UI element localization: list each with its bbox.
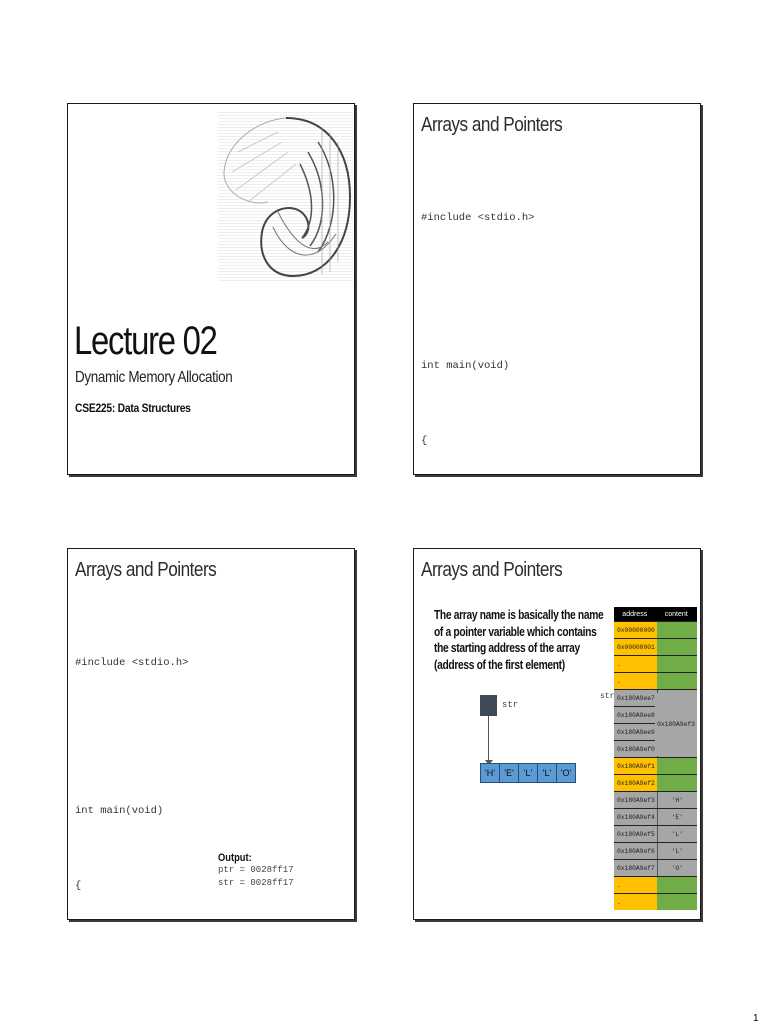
- explanation-line: The array name is basically the name: [434, 608, 604, 622]
- memory-address: .: [614, 673, 657, 689]
- header-address: address: [622, 610, 648, 618]
- table-row: [614, 621, 697, 638]
- memory-content: [657, 894, 697, 910]
- table-row: [614, 672, 697, 689]
- memory-address: 0x180A9ef7: [614, 860, 658, 876]
- explanation-line: (address of the first element): [434, 657, 565, 672]
- memory-content: 'L': [658, 843, 698, 859]
- memory-address: 0x180A9ef2: [614, 775, 657, 791]
- memory-address: 0x180A9ee7: [614, 690, 658, 706]
- code-line: [75, 725, 352, 750]
- memory-content: [657, 877, 697, 893]
- code-line: [421, 280, 698, 305]
- array-cell: 'L': [519, 764, 538, 782]
- lecture-subtitle: Dynamic Memory Allocation: [75, 369, 233, 386]
- table-row: [614, 893, 697, 910]
- code-line: {: [75, 879, 82, 892]
- memory-address: .: [614, 656, 657, 672]
- memory-content: 'H': [658, 792, 698, 808]
- memory-content: [657, 656, 697, 672]
- explanation-text: [434, 607, 614, 673]
- memory-address: 0x180A9ee9: [614, 724, 658, 740]
- slide-arrays-pointers-memory: [413, 548, 701, 920]
- table-row: [614, 638, 697, 655]
- slide-title-page: [67, 103, 355, 475]
- memory-content: [657, 775, 697, 791]
- code-line: {: [421, 434, 428, 447]
- memory-address: 0x180A9ef6: [614, 843, 658, 859]
- output-line: ptr = 0028ff17: [218, 865, 294, 875]
- array-cell: 'H': [481, 764, 500, 782]
- table-row: [614, 859, 697, 876]
- str-pointer-value: 0x180A9ef3: [655, 693, 697, 756]
- memory-content: [657, 622, 697, 638]
- slide-title: Arrays and Pointers: [421, 114, 563, 136]
- table-row: [614, 655, 697, 672]
- memory-address: 0x180A9ee8: [614, 707, 658, 723]
- table-row: [614, 876, 697, 893]
- output-line: str = 0028ff17: [218, 878, 294, 888]
- memory-table-header: [614, 607, 697, 621]
- slide-arrays-pointers-output: [67, 548, 355, 920]
- table-row: [614, 842, 697, 859]
- pointer-variable-box: [480, 695, 497, 716]
- memory-content: 'O': [658, 860, 698, 876]
- memory-content: 'L': [658, 826, 698, 842]
- slide-title: Arrays and Pointers: [75, 559, 217, 581]
- code-line: #include <stdio.h>: [421, 211, 535, 224]
- course-name: CSE225: Data Structures: [75, 401, 191, 415]
- lecture-title: Lecture 02: [74, 319, 217, 363]
- char-array: [480, 763, 576, 783]
- table-row: [614, 791, 697, 808]
- memory-address: 0x180A9ef5: [614, 826, 658, 842]
- page-number: 1: [753, 1013, 759, 1024]
- code-block: [75, 601, 352, 920]
- memory-content: [657, 758, 697, 774]
- str-side-label: str: [600, 692, 615, 701]
- memory-address: 0x00000001: [614, 639, 657, 655]
- memory-address: .: [614, 894, 657, 910]
- array-cell: 'O': [557, 764, 575, 782]
- output-label: Output:: [218, 852, 252, 864]
- memory-address: .: [614, 877, 657, 893]
- header-content: content: [664, 610, 688, 618]
- array-cell: 'E': [500, 764, 519, 782]
- memory-table: [614, 607, 697, 910]
- memory-address: 0x180A9ef0: [614, 741, 658, 757]
- memory-content: [657, 639, 697, 655]
- program-output: [218, 852, 294, 890]
- table-row: [614, 825, 697, 842]
- table-row: [614, 774, 697, 791]
- slide-arrays-pointers-code: [413, 103, 701, 475]
- code-line: #include <stdio.h>: [75, 656, 189, 669]
- code-line: int main(void): [75, 805, 164, 818]
- array-cell: 'L': [538, 764, 557, 782]
- memory-address: 0x180A9ef3: [614, 792, 658, 808]
- memory-address: 0x180A9ef1: [614, 758, 657, 774]
- explanation-line: the starting address of the array: [434, 641, 580, 655]
- memory-content: [657, 673, 697, 689]
- pointer-label: str: [502, 700, 519, 710]
- slide-title: Arrays and Pointers: [421, 559, 563, 581]
- memory-address: 0x180A9ef4: [614, 809, 658, 825]
- nautilus-shell-image: [218, 112, 353, 282]
- explanation-line: of a pointer variable which contains: [434, 624, 597, 639]
- table-row: [614, 808, 697, 825]
- memory-address: 0x00000000: [614, 622, 657, 638]
- table-row: [614, 757, 697, 774]
- code-block: [421, 156, 698, 475]
- code-line: int main(void): [421, 360, 510, 373]
- memory-content: 'E': [658, 809, 698, 825]
- memory-rows: [614, 621, 697, 910]
- pointer-arrow-line: [488, 716, 489, 763]
